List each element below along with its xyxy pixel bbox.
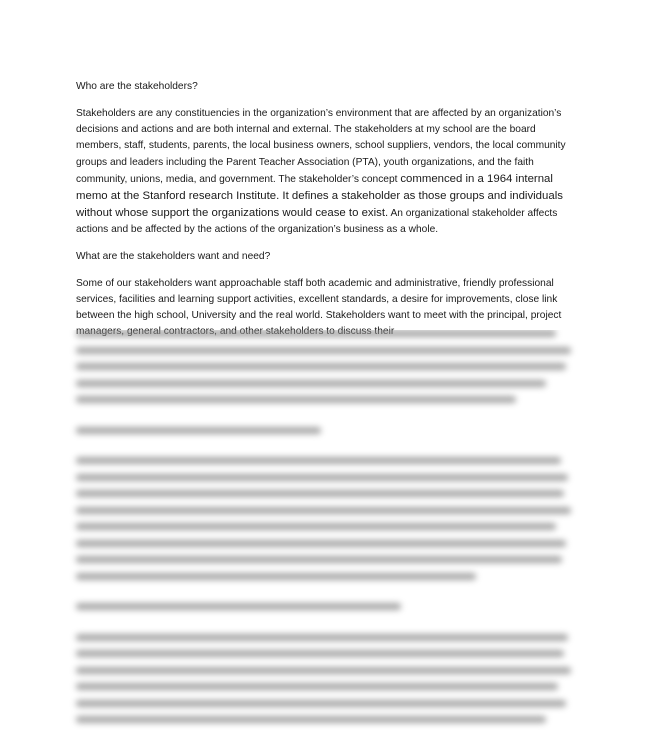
- paragraph-part-b: commenced in a 1964 internal memo at the Stanford research Institute. It defines a stakeholder as those groups and individuals without whose support the organizations would cease to exist.: [76, 172, 563, 220]
- paragraph-wants-needs: Some of our stakeholders want approachable staff both academic and administrative, friendly professional services, facilities and learning support activities, excellent standards, a desire for improvements, close link between the high school, University and the real world. Stakeholders want to meet with the principal, project: [76, 277, 562, 322]
- section-heading-stakeholders: Who are the stakeholders?: [76, 81, 198, 92]
- section-heading-wants-needs: What are the stakeholders want and need?: [76, 250, 271, 262]
- blurred-preview-region: [0, 330, 650, 750]
- document-body: [76, 79, 576, 352]
- paragraph-part-c: An organizational stakeholder affects actions and be affected by the actions of the organization’s business as a whole.: [76, 208, 558, 236]
- paragraph-part-a: Stakeholders are any constituencies in the organization’s environment that are affected by an organization’s decisions and actions and are both internal and external. The stakeholders at my school are the board members, staff, students, parents, the local business owners, school suppliers, vendors, the local community groups and leaders including the Parent Teacher Association (PTA), youth organizations, and the faith community, unions, media, and government. The stakeholder’s concept: [76, 108, 566, 185]
- paragraph-stakeholders-definition: [76, 106, 576, 239]
- blurred-text-block: [76, 330, 576, 733]
